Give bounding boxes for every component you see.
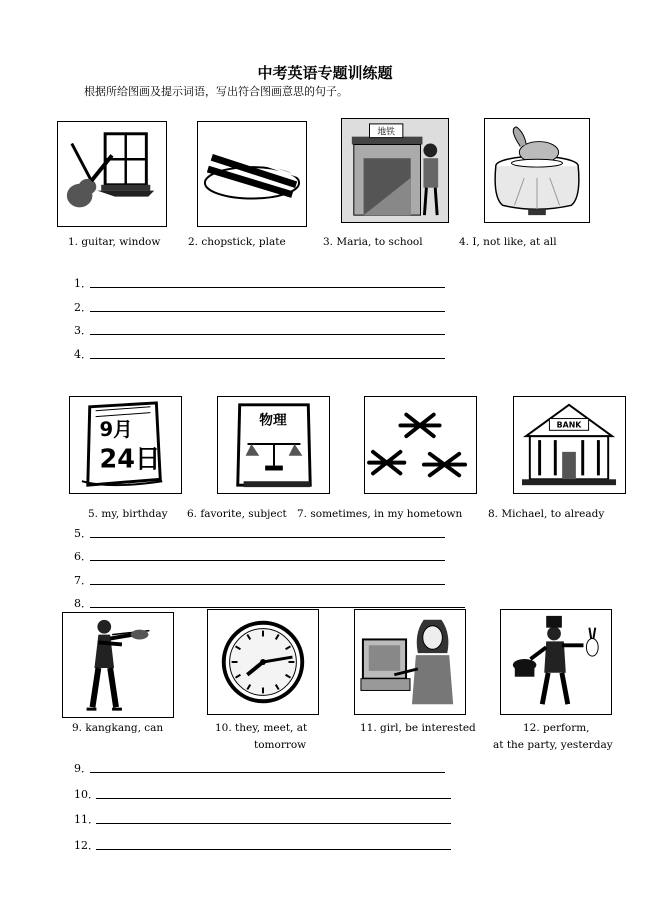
answer-line-12[interactable] xyxy=(96,849,451,850)
answer-number-12: 12． xyxy=(74,839,99,852)
answer-line-7[interactable] xyxy=(90,584,445,585)
caption-9: 9. kangkang, can xyxy=(72,722,164,734)
page-title: 中考英语专题训练题 xyxy=(257,64,393,82)
bank-icon xyxy=(514,397,625,493)
answer-number-2: 2． xyxy=(74,301,92,314)
answer-number-10: 10． xyxy=(74,788,99,801)
chicken-table-icon xyxy=(485,119,589,222)
picture-6 xyxy=(217,396,330,494)
answer-line-8[interactable] xyxy=(90,607,465,608)
picture-8 xyxy=(513,396,626,494)
picture-3 xyxy=(341,118,449,223)
answer-line-4[interactable] xyxy=(90,358,445,359)
answer-line-10[interactable] xyxy=(96,798,451,799)
answer-line-6[interactable] xyxy=(90,560,445,561)
caption-10: 10. they, meet, at xyxy=(215,722,308,734)
answer-number-3: 3． xyxy=(74,324,92,337)
caption-3: 3. Maria, to school xyxy=(323,236,423,248)
answer-line-11[interactable] xyxy=(96,823,451,824)
picture-12 xyxy=(500,609,612,715)
caption-8: 8. Michael, to already xyxy=(488,508,605,520)
snowflakes-icon xyxy=(365,397,476,493)
answer-number-6: 6． xyxy=(74,550,92,563)
answer-number-5: 5． xyxy=(74,527,92,540)
answer-line-2[interactable] xyxy=(90,311,445,312)
caption-7: 7. sometimes, in my hometown xyxy=(297,508,463,520)
caption-1: 1. guitar, window xyxy=(68,236,161,248)
picture-7 xyxy=(364,396,477,494)
picture-11 xyxy=(354,609,466,715)
instruction-text: 根据所给图画及提示词语，写出符合图画意思的句子。 xyxy=(84,85,348,98)
caption-2: 2. chopstick, plate xyxy=(188,236,286,248)
picture-1 xyxy=(57,121,167,227)
violin-player-icon xyxy=(63,613,173,717)
picture-9 xyxy=(62,612,174,718)
magician-icon xyxy=(501,610,611,714)
answer-number-11: 11． xyxy=(74,813,99,826)
caption-12: 12. perform, xyxy=(523,722,590,734)
caption-12-line2: at the party, yesterday xyxy=(493,739,613,751)
answer-line-5[interactable] xyxy=(90,537,445,538)
picture-4 xyxy=(484,118,590,223)
caption-4: 4. I, not like, at all xyxy=(459,236,557,248)
chopsticks-plate-icon xyxy=(198,122,306,226)
answer-line-3[interactable] xyxy=(90,334,445,335)
subway-station-icon xyxy=(342,119,448,222)
book-title: 物理 xyxy=(259,412,287,429)
answer-line-1[interactable] xyxy=(90,287,445,288)
answer-number-9: 9． xyxy=(74,762,92,775)
answer-number-4: 4． xyxy=(74,348,92,361)
physics-book-icon xyxy=(218,397,329,493)
answer-number-8: 8． xyxy=(74,597,92,610)
guitar-window-icon xyxy=(58,122,166,226)
subway-sign-text: 地铁 xyxy=(377,127,395,138)
calendar-month: 9月 xyxy=(99,418,133,442)
caption-10-line2: tomorrow xyxy=(254,739,307,751)
answer-line-9[interactable] xyxy=(90,772,445,773)
calendar-day: 24日 xyxy=(99,444,161,475)
calendar-icon xyxy=(70,397,181,493)
bank-sign-text: BANK xyxy=(556,420,582,430)
picture-5 xyxy=(69,396,182,494)
girl-computer-icon xyxy=(355,610,465,714)
answer-number-1: 1． xyxy=(74,277,92,290)
picture-10 xyxy=(207,609,319,715)
picture-2 xyxy=(197,121,307,227)
caption-6: 6. favorite, subject xyxy=(187,508,287,520)
clock-icon xyxy=(208,610,318,714)
caption-5: 5. my, birthday xyxy=(88,508,168,520)
caption-11: 11. girl, be interested xyxy=(360,722,476,734)
answer-number-7: 7． xyxy=(74,574,92,587)
